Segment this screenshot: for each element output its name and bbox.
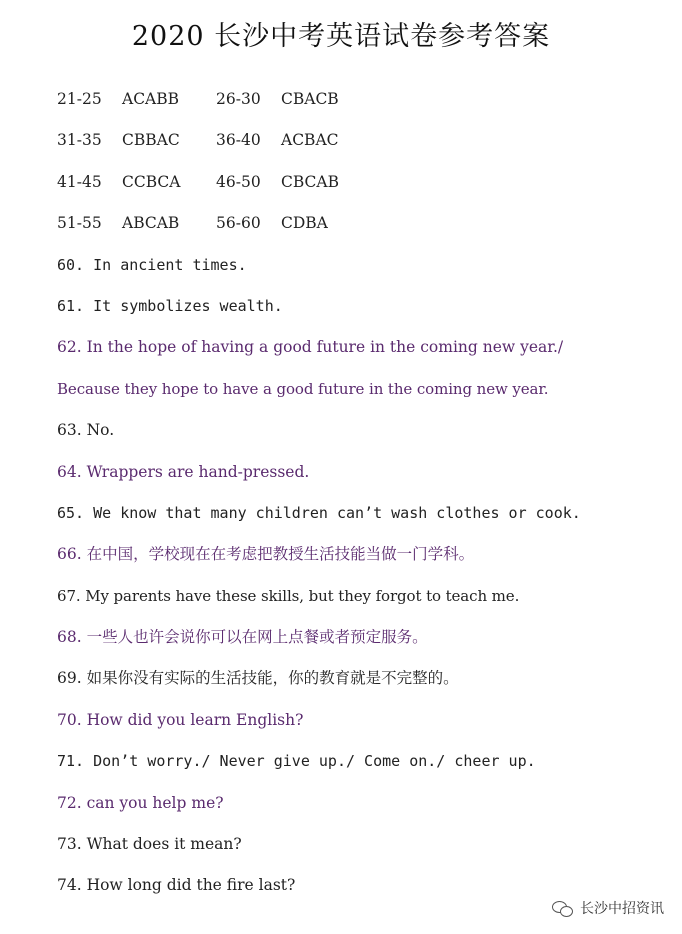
- answer-62-alt: Because they hope to have a good future in the coming new year.: [57, 379, 549, 398]
- range-label: 41-45: [57, 172, 102, 191]
- answer-key: CDBA: [281, 214, 328, 233]
- answer-key: CBBAC: [122, 131, 180, 150]
- answer-64: 64. Wrappers are hand-pressed.: [57, 462, 310, 481]
- answer-62: 62. In the hope of having a good future in the coming new year./: [57, 338, 564, 357]
- range-label: 31-35: [57, 131, 102, 150]
- answer-row-41-50: [57, 167, 677, 208]
- range-label: 46-50: [216, 172, 261, 191]
- answer-72: 72. can you help me?: [57, 793, 224, 812]
- answer-row-31-40: [57, 125, 677, 166]
- range-label: 56-60: [216, 214, 261, 233]
- answer-74: 74. How long did the fire last?: [57, 876, 296, 895]
- answer-60: 60. In ancient times.: [57, 255, 247, 274]
- answer-69: 69. 如果你没有实际的生活技能，你的教育就是不完整的。: [57, 669, 459, 688]
- wechat-icon: [552, 900, 574, 916]
- range-label: 21-25: [57, 90, 102, 108]
- answer-key: ACABB: [122, 90, 180, 108]
- answer-key: ABCAB: [122, 214, 180, 233]
- answer-66: 66. 在中国，学校现在在考虑把教授生活技能当做一门学科。: [57, 545, 475, 564]
- answer-row-51-60: [57, 208, 677, 249]
- range-label: 51-55: [57, 214, 102, 233]
- answer-67: 67. My parents have these skills, but they forgot to teach me.: [57, 586, 520, 605]
- range-label: 26-30: [216, 90, 261, 108]
- answer-65: 65. We know that many children can’t wash clothes or cook.: [57, 503, 581, 522]
- answer-key: ACBAC: [281, 131, 339, 150]
- watermark: [552, 898, 664, 918]
- watermark-text: 长沙中招资讯: [580, 901, 664, 917]
- answer-key: CCBCA: [122, 172, 181, 191]
- answer-key: CBCAB: [281, 172, 339, 191]
- answer-70: 70. How did you learn English?: [57, 710, 304, 729]
- answer-row-21-30: [57, 84, 677, 125]
- page-title: 2020 长沙中考英语试卷参考答案: [131, 21, 551, 52]
- answer-63: 63. No.: [57, 421, 115, 440]
- answer-list: [57, 84, 677, 912]
- answer-68: 68. 一些人也许会说你可以在网上点餐或者预定服务。: [57, 628, 428, 647]
- answer-key: CBACB: [281, 90, 339, 108]
- answer-71: 71. Don’t worry./ Never give up./ Come on./ cheer up.: [57, 752, 536, 771]
- range-label: 36-40: [216, 131, 261, 150]
- answer-73: 73. What does it mean?: [57, 835, 242, 854]
- answer-61: 61. It symbolizes wealth.: [57, 296, 283, 315]
